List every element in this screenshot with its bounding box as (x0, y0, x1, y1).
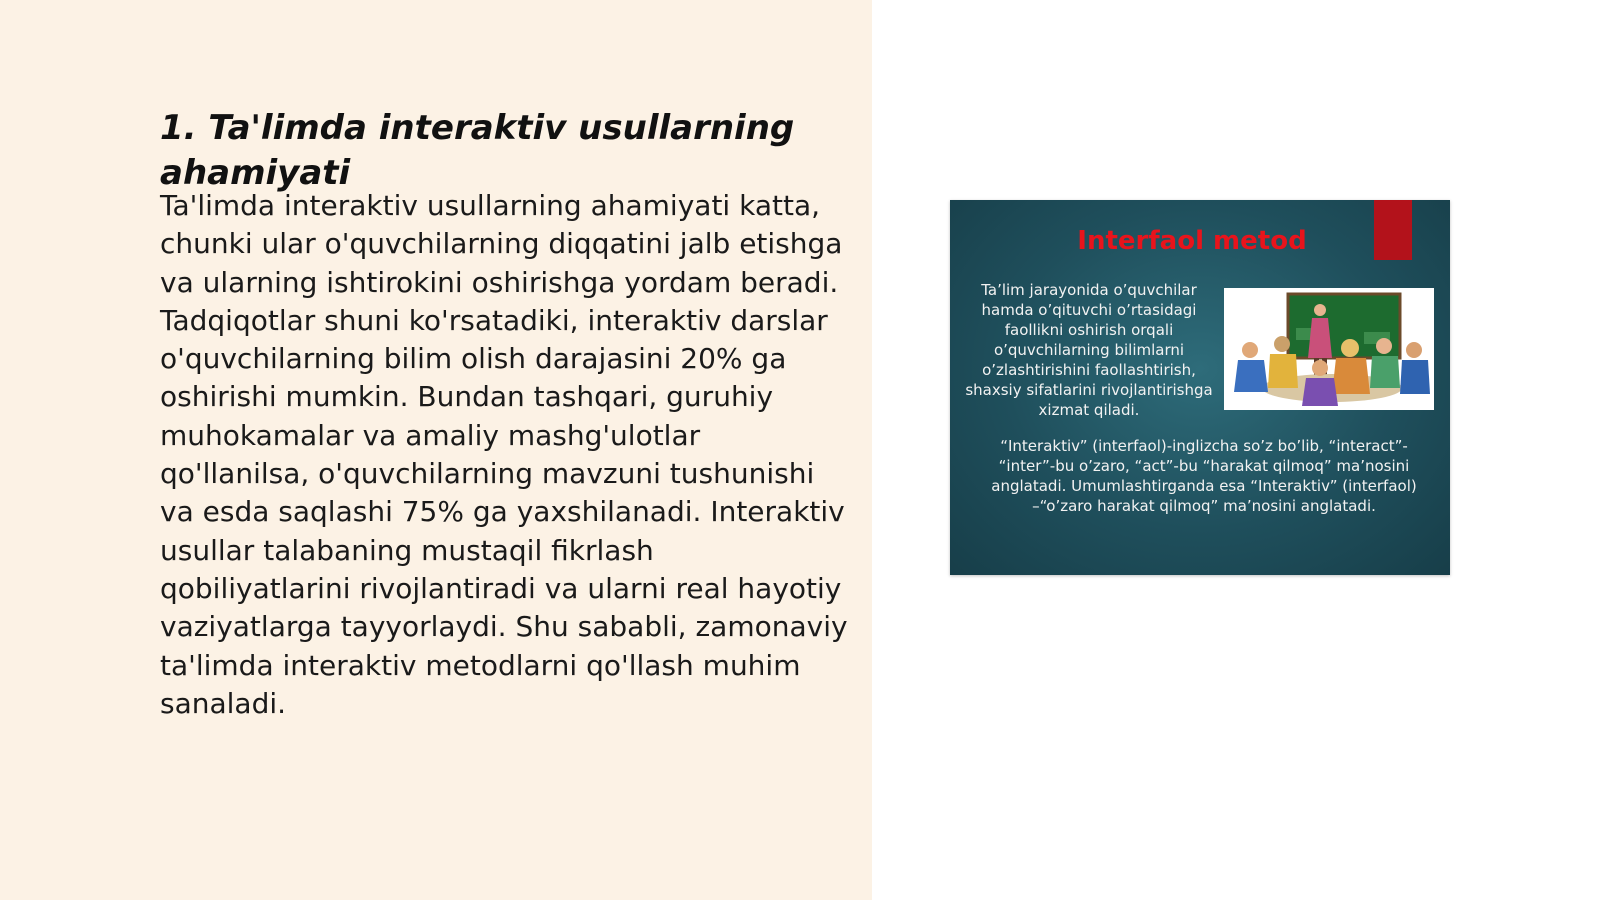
interfaol-metod-image (950, 200, 1450, 575)
image-description: Ta’lim jarayonida o’quvchilar hamda o’qituvchi o’rtasidagi faollikni oshirish orqali o’quvchilarning bilimlarni o’zlashtirishini faollashtirish, shaxsiy sifatlarini rivojlantirishga xizmat qiladi. (965, 281, 1213, 419)
classroom-illustration-icon (1224, 288, 1434, 410)
slide-body-text: Ta'limda interaktiv usullarning ahamiyati katta, chunki ular o'quvchilarning diqqatini jalb etishga va ularning ishtirokini oshirishga yordam beradi. Tadqiqotlar shuni ko'rsatadiki, interaktiv darslar o'quvchilarning bilim olish darajasini 20% ga oshirishi mumkin. Bundan tashqari, guruhiy muhokamalar va amaliy mashg'ulotlar qo'llanilsa, o'quvchilarning mavzuni tushunishi va esda saqlashi 75% ga yaxshilanadi. Interaktiv usullar talabaning mustaqil fikrlash qobiliyatlarini rivojlantiradi va ularni real hayotiy vaziyatlarga tayyorlaydi. Shu sababli, zamonaviy ta'limda interaktiv metodlarni qo'llash muhim sanaladi. (160, 189, 848, 720)
classroom-illustration-svg (1224, 288, 1434, 410)
image-title: Interfaol metod (1077, 226, 1307, 256)
image-footer-text: “Interaktiv” (interfaol)-inglizcha so’z bo’lib, “interact”- “inter”-bu o’zaro, “act”-bu “harakat qilmoq” ma’nosini anglatadi. Umumlashtirganda esa “Interaktiv” (interfaol) –“o’zaro harakat qilmoq” ma’nosini anglatadi. (991, 437, 1417, 515)
slide-title: 1. Ta'limda interaktiv usullarning ahamiyati (160, 108, 795, 193)
